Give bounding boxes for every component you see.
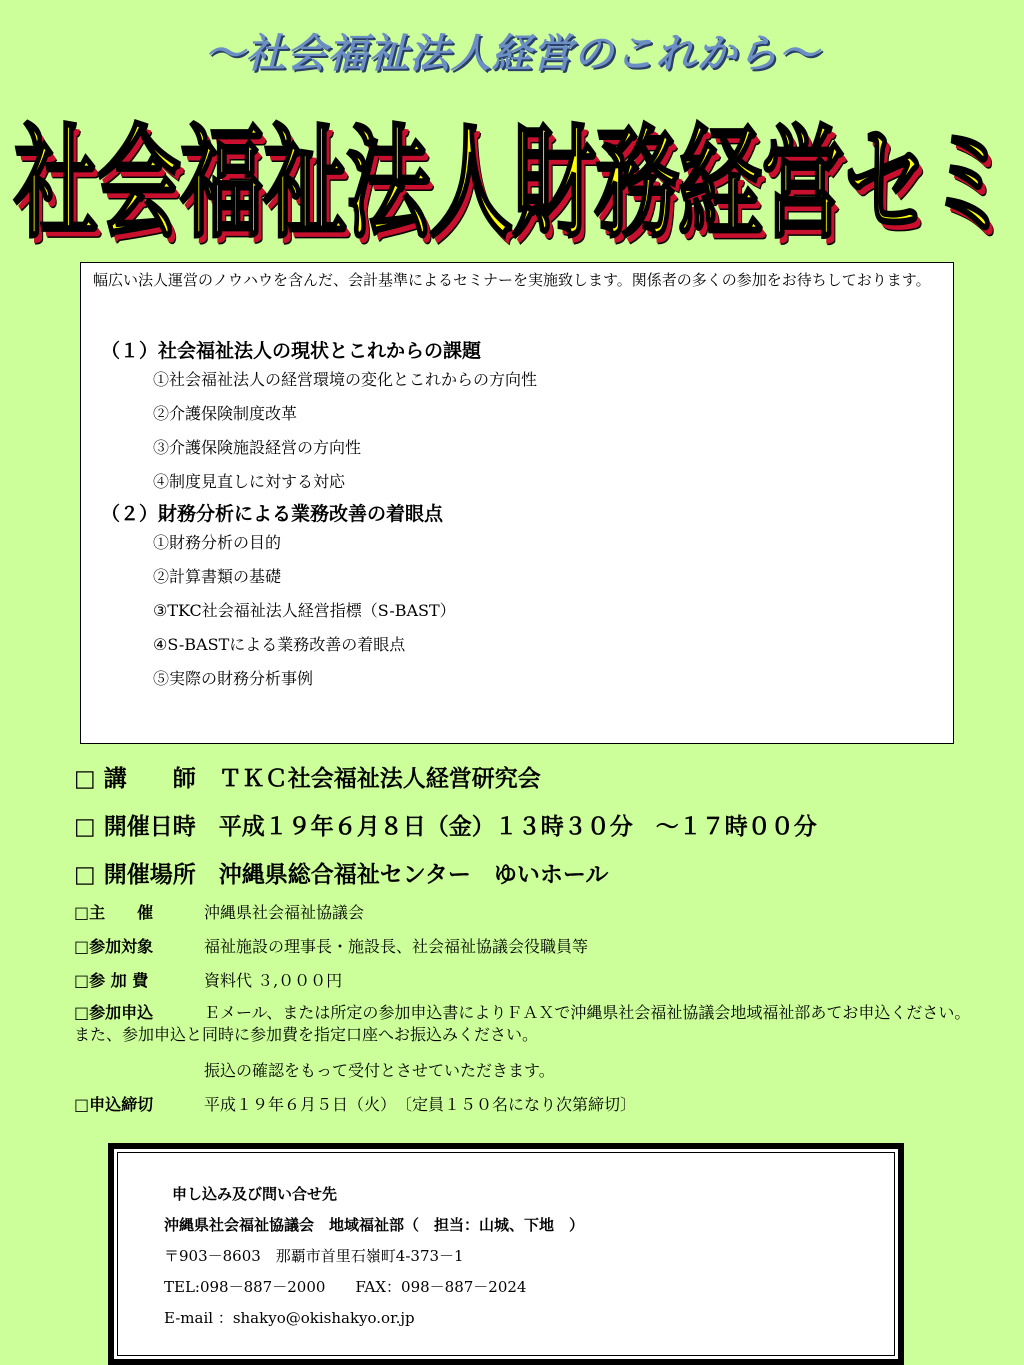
list-item: ③介護保険施設経営の方向性 [153,438,362,457]
apply-note: 振込の確認をもって受付とさせていただきます。 [204,1061,555,1080]
deadline-label: □申込締切 [74,1095,154,1114]
list-item: ⑤実際の財務分析事例 [153,669,314,688]
organizer-row [74,900,364,923]
list-item: ④S-BASTによる業務改善の着眼点 [153,635,406,654]
fee-label: □参 加 費 [74,971,149,990]
event-title: 社会福祉法人財務経営セミ [13,112,1010,255]
program-box [80,262,954,744]
target-value: 福祉施設の理事長・施設長、社会福祉協議会役職員等 [204,937,589,956]
apply-label: □参加申込 [74,1003,154,1022]
deadline-value: 平成１９年６月５日（火） 〔定員１５０名になり次第締切〕 [204,1095,637,1114]
contact-box [108,1143,904,1365]
organizer-value: 沖縄県社会福祉協議会 [204,903,365,922]
deadline-row [74,1092,636,1115]
fee-value: 資料代 ３,０００円 [204,971,343,990]
section-1-list [93,363,941,499]
list-item: ①社会福祉法人の経営環境の変化とこれからの方向性 [153,370,538,389]
contact-email[interactable]: E-mail ：shakyo@okishakyo.or.jp [164,1309,415,1327]
fee-row [74,968,342,991]
contact-inner [114,1149,898,1359]
contact-heading: 申し込み及び問い合せ先 [172,1185,338,1203]
section-2-list [93,526,941,696]
contact-phone: TEL:098－887－2000 FAX：098－887－2024 [164,1278,527,1296]
apply-value: Ｅメール、または所定の参加申込書によりＦＡＸで沖縄県社会福祉協議会地域福祉部あてお申込ください。また、参加申込と同時に参加費を指定口座へお振込みください。 [74,1003,971,1044]
section-2-heading: （２）財務分析による業務改善の着眼点 [101,503,444,525]
section-1-heading: （１）社会福祉法人の現状とこれからの課題 [101,340,482,362]
list-item: ③TKC社会福祉法人経営指標（S-BAST） [153,601,456,620]
organizer-label: □主 催 [74,903,154,922]
intro-text: 幅広い法人運営のノウハウを含んだ、会計基準によるセミナーを実施致します。関係者の多くの参加をお待ちしております。 [93,271,931,289]
list-item: ②計算書類の基礎 [153,567,282,586]
apply-row [74,1002,974,1046]
contact-org: 沖縄県社会福祉協議会 地域福祉部（ 担当：山城、下地 ） [164,1216,585,1234]
event-subtitle: ～社会福祉法人経営のこれから～ [204,31,820,77]
list-item: ④制度見直しに対する対応 [153,472,346,491]
target-row [74,934,588,957]
list-item: ②介護保険制度改革 [153,404,298,423]
contact-address: 〒903－8603 那覇市首里石嶺町4-373－1 [164,1247,464,1265]
target-label: □参加対象 [74,937,154,956]
lecturer-line: □ 講 師 ＴＫＣ社会福祉法人経営研究会 [74,766,541,792]
venue-line: □ 開催場所 沖縄県総合福祉センター ゆいホール [74,862,609,888]
date-line: □ 開催日時 平成１９年６月８日（金）１３時３０分 ～１７時００分 [74,814,817,840]
list-item: ①財務分析の目的 [153,533,282,552]
